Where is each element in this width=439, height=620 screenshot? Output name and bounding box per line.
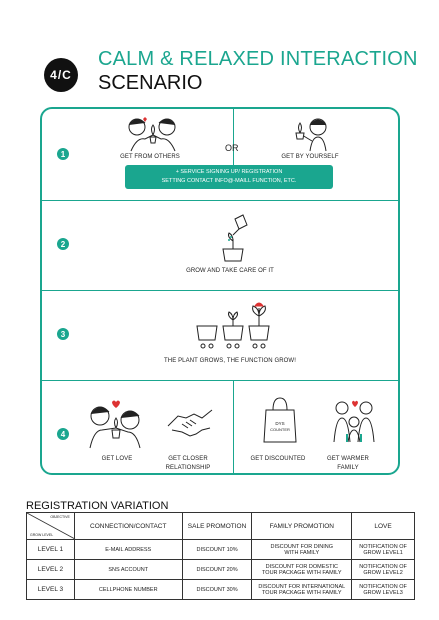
bag-text-line1: DYS [275, 421, 285, 426]
column-header: FAMILY PROMOTION [252, 513, 352, 540]
person-with-plant-icon [292, 115, 332, 151]
love-cell [352, 580, 415, 600]
level-cell: LEVEL 2 [27, 560, 75, 580]
level-cell: LEVEL 1 [27, 540, 75, 560]
love-line2: GROW LEVEL2 [363, 569, 403, 576]
divider-1 [40, 200, 400, 201]
couple-with-heart-icon [82, 398, 148, 448]
family-line2: TOUR PACKAGE WITH FAMILY [262, 589, 342, 596]
step1-vertical-divider [233, 107, 234, 167]
table-header-row [27, 513, 415, 540]
sale-cell: DISCOUNT 30% [182, 580, 252, 600]
family-icon [330, 398, 378, 444]
step-number-1: 1 [57, 148, 69, 160]
get-closer-label [158, 456, 218, 471]
or-label: OR [225, 143, 239, 153]
love-line1: NOTIFICATION OF [359, 543, 407, 550]
family-cell [252, 580, 352, 600]
step-number-4: 4 [57, 428, 69, 440]
get-discounted-label: GET DISCOUNTED [250, 456, 306, 462]
get-closer-line2: RELATIONSHIP [165, 465, 211, 471]
table-row [27, 580, 415, 600]
column-header: SALE PROMOTION [182, 513, 252, 540]
get-warmer-line2: FAMILY [337, 465, 359, 471]
corner-grow-level-label: GROW LEVEL [30, 533, 54, 537]
divider-2 [40, 290, 400, 291]
love-line1: NOTIFICATION OF [359, 563, 407, 570]
registration-note-line1: + SERVICE SIGNING UP/ REGISTRATION [175, 169, 283, 175]
page-subtitle: SCENARIO [98, 72, 203, 94]
corner-objective-label: OBJECTIVE [50, 515, 70, 519]
love-line1: NOTIFICATION OF [359, 583, 407, 590]
family-line2: WITH FAMILY [284, 549, 320, 556]
family-cell [252, 540, 352, 560]
table-row [27, 560, 415, 580]
step-number-3: 3 [57, 328, 69, 340]
get-love-label: GET LOVE [101, 456, 133, 462]
get-warmer-line1: GET WARMER [326, 456, 369, 462]
get-by-yourself-label: GET BY YOURSELF [281, 154, 339, 160]
family-line1: DISCOUNT FOR DOMESTIC [265, 563, 338, 570]
watering-plant-icon [213, 215, 253, 261]
column-header: LOVE [352, 513, 415, 540]
corner-cell [27, 513, 75, 540]
couple-giving-plant-icon [123, 115, 183, 151]
connection-cell: E-MAIL ADDRESS [74, 540, 182, 560]
love-line2: GROW LEVEL1 [363, 549, 403, 556]
registration-title: REGISTRATION VARIATION [26, 500, 169, 512]
registration-table [26, 512, 415, 600]
bag-text-line2: COUNTER [270, 427, 290, 432]
love-cell [352, 560, 415, 580]
page-title: CALM & RELAXED INTERACTION [98, 48, 418, 70]
connection-cell: SNS ACCOUNT [74, 560, 182, 580]
family-line2: TOUR PACKAGE WITH FAMILY [262, 569, 342, 576]
sale-cell: DISCOUNT 20% [182, 560, 252, 580]
table-row [27, 540, 415, 560]
divider-3 [40, 380, 400, 381]
step2-label: GROW AND TAKE CARE OF IT [186, 268, 274, 274]
shopping-bag-icon [262, 396, 298, 442]
registration-note-banner [125, 165, 333, 189]
family-line1: DISCOUNT FOR DINING [270, 543, 334, 550]
family-line1: DISCOUNT FOR INTERNATIONAL [258, 583, 346, 590]
handshake-icon [168, 408, 212, 438]
sale-cell: DISCOUNT 10% [182, 540, 252, 560]
column-header: CONNECTION/CONTACT [74, 513, 182, 540]
get-closer-line1: GET CLOSER [168, 456, 208, 462]
love-cell [352, 540, 415, 560]
growing-plants-icon [195, 300, 270, 350]
registration-note-line2: SETTING CONTACT INFO@-MAILL FUNCTION, ETC. [161, 178, 297, 184]
connection-cell: CELLPHONE NUMBER [74, 580, 182, 600]
step4-vertical-divider [233, 380, 234, 475]
step-number-2: 2 [57, 238, 69, 250]
level-cell: LEVEL 3 [27, 580, 75, 600]
family-cell [252, 560, 352, 580]
get-from-others-label: GET FROM OTHERS [120, 154, 180, 160]
get-warmer-label [318, 456, 378, 471]
love-line2: GROW LEVEL3 [363, 589, 403, 596]
step3-label: THE PLANT GROWS, THE FUNCTION GROW! [164, 358, 296, 364]
scenario-badge: 4/C [44, 58, 78, 92]
